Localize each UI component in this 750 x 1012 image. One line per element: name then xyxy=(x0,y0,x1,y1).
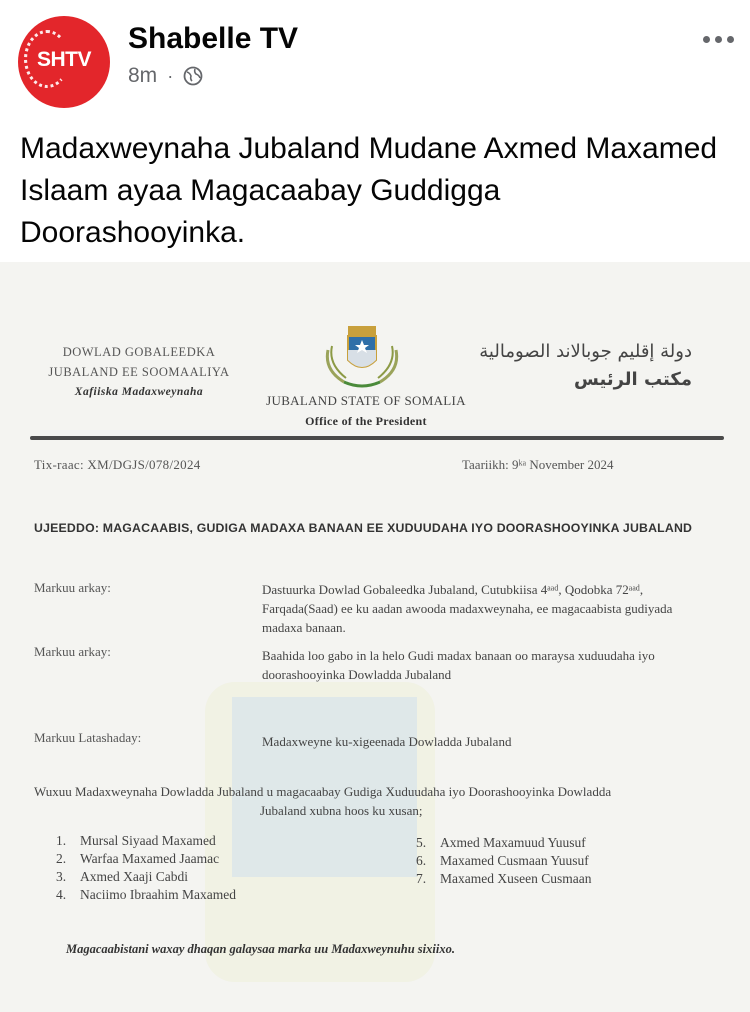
post-meta xyxy=(128,64,203,88)
arabic-line2: مكتب الرئيس xyxy=(574,369,692,390)
consideration-text: Baahida loo gabo in la helo Gudi madax banaan oo maraysa xuduudaha iyo doorashooyinka Dowladda Jubaland xyxy=(262,648,655,682)
list-item xyxy=(56,832,236,850)
state-title: JUBALAND STATE OF SOMALIA xyxy=(266,393,466,408)
paragraph-line: Jubaland xubna hoos ku xusan; xyxy=(260,803,423,818)
consideration-label: Markuu arkay: xyxy=(34,644,111,659)
members-list-right xyxy=(416,834,591,888)
arabic-line1: دولة إقليم جوبالاند الصومالية xyxy=(479,341,692,362)
globe-icon[interactable] xyxy=(183,66,203,86)
list-item xyxy=(416,852,591,870)
list-item xyxy=(416,870,591,888)
member-name: Maxamed Cusmaan Yuusuf xyxy=(440,853,589,868)
jubaland-emblem-icon xyxy=(314,320,410,390)
closing-statement: Magacaabistani waxay dhaqan galaysaa marka uu Madaxweynuhu sixiixo. xyxy=(66,942,455,956)
member-number: 4. xyxy=(56,887,67,902)
list-item xyxy=(56,868,236,886)
member-number: 2. xyxy=(56,851,67,866)
header-left-line1: DOWLAD GOBALEEDKA xyxy=(62,345,216,359)
document-subject: UJEEDDO: MAGACAABIS, GUDIGA MADAXA BANAAN EE XUDUUDAHA IYO DOORASHOOYINKA JUBALAND xyxy=(34,521,693,535)
avatar-logo-text: SHTV xyxy=(36,48,91,71)
member-number: 6. xyxy=(416,853,427,868)
post-caption: Madaxweynaha Jubaland Mudane Axmed Maxamed Islaam ayaa Magacaabay Guddigga Doorashooyinka. xyxy=(20,132,718,249)
more-icon[interactable] xyxy=(703,36,734,43)
header-left xyxy=(34,342,244,402)
appointment-paragraph xyxy=(34,782,694,820)
list-item xyxy=(416,834,591,852)
consideration-text: Dastuurka Dowlad Gobaleedka Jubaland, Cutubkiisa 4ᵃᵃᵈ, Qodobka 72ᵃᵃᵈ, Farqada(Saad) ee ku aadan awooda madaxweynaha, ee magacaabista gudiyada madaxa banaan. xyxy=(262,582,673,635)
member-name: Axmed Xaaji Cabdi xyxy=(80,869,188,884)
document-image[interactable] xyxy=(0,262,750,1012)
member-name: Axmed Maxamuud Yuusuf xyxy=(440,835,586,850)
paragraph-line: Wuxuu Madaxweynaha Dowladda Jubaland u magacaabay Gudiga Xuduudaha iyo Doorashooyinka Dowladda xyxy=(34,784,612,799)
member-number: 5. xyxy=(416,835,427,850)
header-left-line2: JUBALAND EE SOOMAALIYA xyxy=(48,365,230,379)
members-list-left xyxy=(56,832,236,904)
member-name: Naciimo Ibraahim Maxamed xyxy=(80,887,236,902)
consideration-text: Madaxweyne ku-xigeenada Dowladda Jubaland xyxy=(262,734,512,749)
office-title: Office of the President xyxy=(305,414,427,428)
document-date: Taariikh: 9ᵏᵃ November 2024 xyxy=(462,457,614,472)
member-number: 3. xyxy=(56,869,67,884)
page-avatar[interactable] xyxy=(18,16,110,108)
meta-separator: · xyxy=(167,65,174,86)
page-name[interactable]: Shabelle TV xyxy=(128,22,299,55)
list-item xyxy=(56,850,236,868)
consideration-label: Markuu arkay: xyxy=(34,580,111,595)
member-number: 7. xyxy=(416,871,427,886)
member-name: Warfaa Maxamed Jaamac xyxy=(80,851,220,866)
header-left-office: Xafiiska Madaxweynaha xyxy=(74,386,204,398)
header-right-arabic xyxy=(479,338,692,394)
member-number: 1. xyxy=(56,833,67,848)
consideration-label: Markuu Latashaday: xyxy=(34,730,142,745)
member-name: Maxamed Xuseen Cusmaan xyxy=(440,871,592,886)
header-divider xyxy=(30,436,724,440)
list-item xyxy=(56,886,236,904)
post-header xyxy=(0,0,750,120)
reference-number: Tix-raac: XM/DGJS/078/2024 xyxy=(34,457,201,472)
post-time[interactable]: 8m xyxy=(128,64,158,87)
header-center xyxy=(258,390,474,432)
member-name: Mursal Siyaad Maxamed xyxy=(80,833,216,848)
